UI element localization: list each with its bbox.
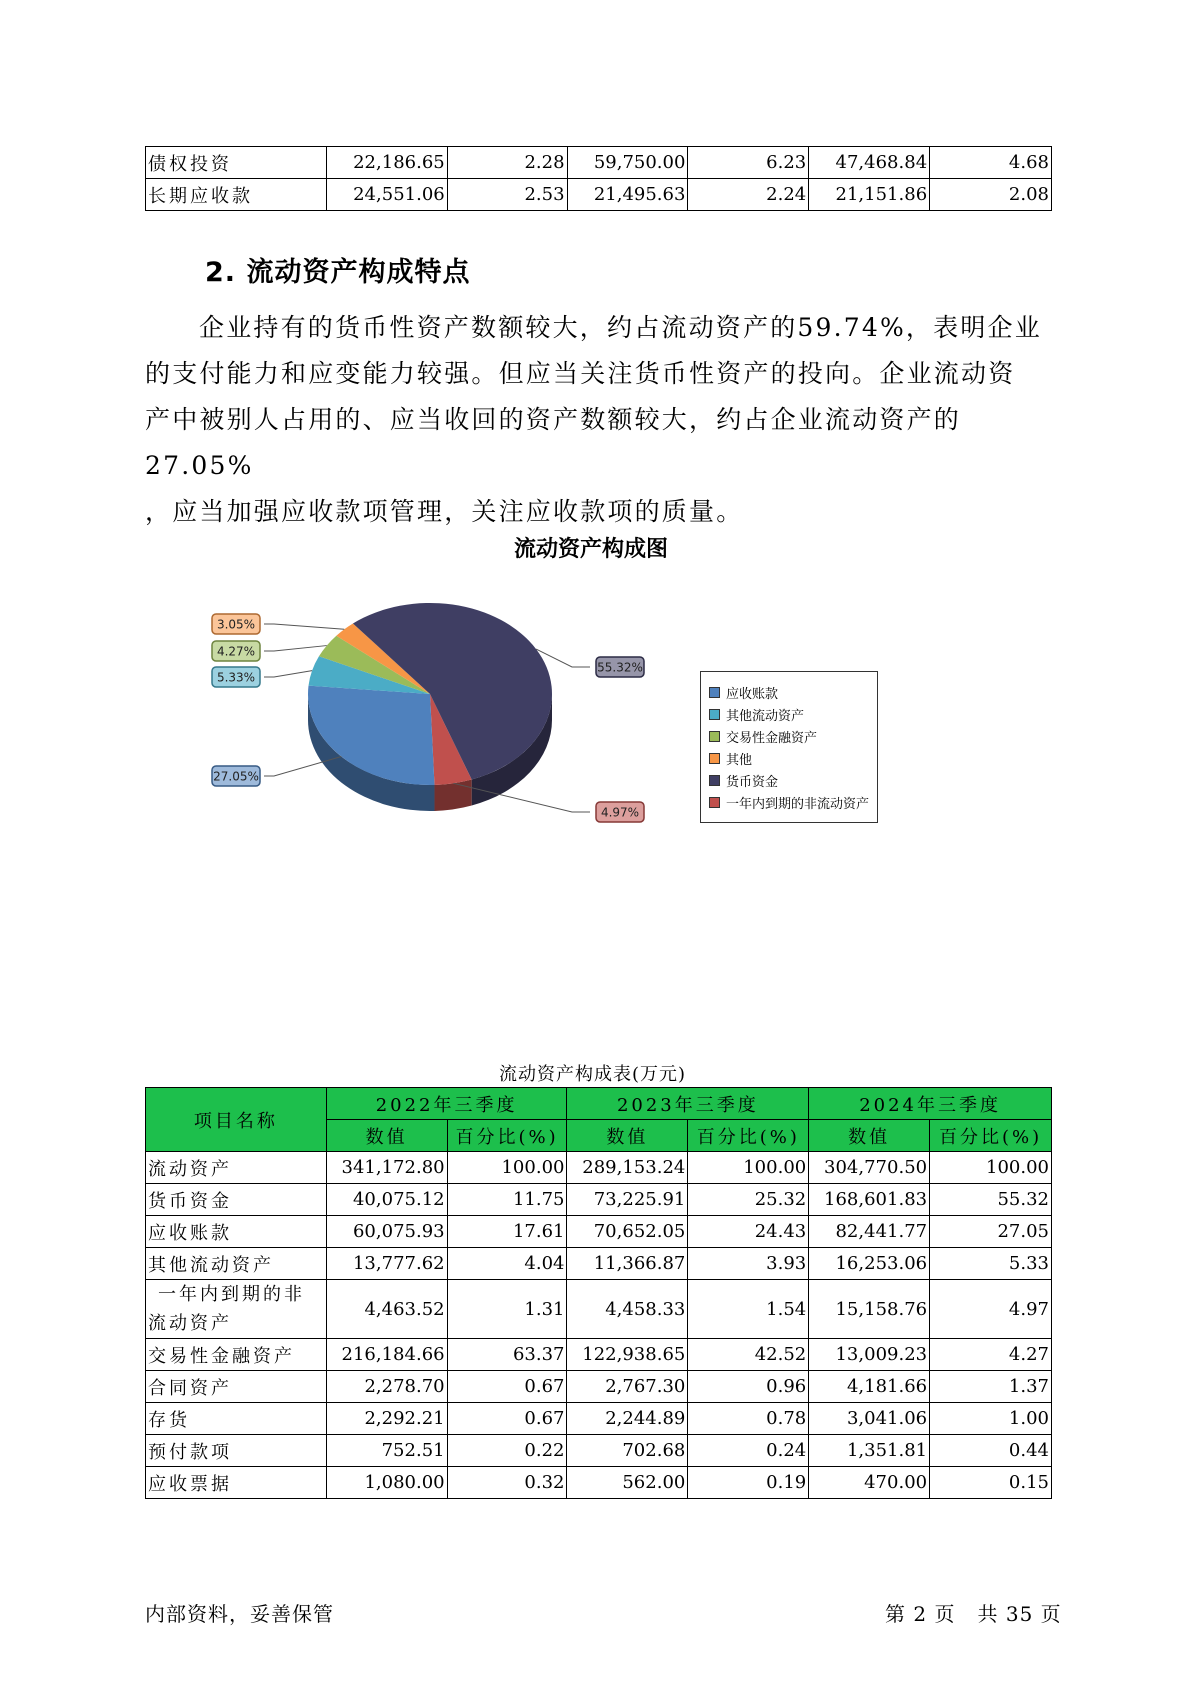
- cell-percent: 2.24: [688, 179, 809, 211]
- row-label: 货币资金: [146, 1184, 327, 1216]
- row-label: 流动资产: [146, 1152, 327, 1184]
- cell-value: 82,441.77: [809, 1216, 930, 1248]
- cell-value: 13,009.23: [809, 1339, 930, 1371]
- header-period: 2023年三季度: [567, 1088, 809, 1120]
- cell-value: 22,186.65: [326, 147, 447, 179]
- legend-item: [709, 792, 869, 812]
- row-label: 长期应收款: [146, 179, 327, 211]
- cell-percent: 1.37: [930, 1371, 1052, 1403]
- legend-label: 其他流动资产: [726, 708, 805, 724]
- cell-percent: 11.75: [447, 1184, 567, 1216]
- cell-percent: 100.00: [688, 1152, 809, 1184]
- cell-percent: 2.08: [930, 179, 1052, 211]
- paragraph-line: ，应当加强应收款项管理，关注应收款项的质量。: [145, 497, 744, 526]
- cell-percent: 100.00: [930, 1152, 1052, 1184]
- cell-value: 40,075.12: [326, 1184, 447, 1216]
- data-label: 5.33%: [216, 670, 256, 685]
- legend-item: [709, 682, 778, 702]
- row-label: 应收账款: [146, 1216, 327, 1248]
- cell-percent: 100.00: [447, 1152, 567, 1184]
- legend-item: [709, 726, 817, 746]
- header-value: 数值: [809, 1120, 930, 1152]
- paragraph-line: 的支付能力和应变能力较强。但应当关注货币性资产的投向。企业流动资: [145, 359, 1016, 388]
- legend-swatch: [709, 731, 720, 742]
- cell-value: 2,767.30: [567, 1371, 688, 1403]
- header-percent: 百分比(%): [930, 1120, 1052, 1152]
- cell-value: 24,551.06: [326, 179, 447, 211]
- cell-value: 168,601.83: [809, 1184, 930, 1216]
- legend-item: [709, 770, 778, 790]
- cell-value: 16,253.06: [809, 1248, 930, 1280]
- leader-line: [264, 671, 312, 677]
- table-row: [146, 1280, 1052, 1339]
- chart-legend: [700, 671, 878, 823]
- cell-percent: 1.00: [930, 1403, 1052, 1435]
- cell-percent: 0.44: [930, 1435, 1052, 1467]
- header-percent: 百分比(%): [447, 1120, 567, 1152]
- cell-value: 122,938.65: [567, 1339, 688, 1371]
- cell-percent: 1.31: [447, 1280, 567, 1339]
- cell-value: 1,080.00: [326, 1467, 447, 1499]
- table-row: [146, 1435, 1052, 1467]
- leader-line: [264, 646, 327, 651]
- row-label: 其他流动资产: [146, 1248, 327, 1280]
- cell-value: 73,225.91: [567, 1184, 688, 1216]
- cell-value: 702.68: [567, 1435, 688, 1467]
- cell-value: 470.00: [809, 1467, 930, 1499]
- table-caption: 流动资产构成表(万元): [499, 1064, 687, 1085]
- header-item-name: 项目名称: [146, 1088, 327, 1152]
- leader-line: [264, 624, 344, 629]
- cell-value: 11,366.87: [567, 1248, 688, 1280]
- pie-slice: [308, 686, 434, 785]
- paragraph-line: 产中被别人占用的、应当收回的资产数额较大，约占企业流动资产的27.05%: [145, 405, 962, 480]
- data-label: 27.05%: [213, 769, 259, 784]
- cell-percent: 0.67: [447, 1371, 567, 1403]
- cell-percent: 3.93: [688, 1248, 809, 1280]
- row-label: 应收票据: [146, 1467, 327, 1499]
- header-percent: 百分比(%): [688, 1120, 809, 1152]
- row-label: 交易性金融资产: [146, 1339, 327, 1371]
- data-label: 55.32%: [597, 660, 643, 675]
- cell-percent: 4.04: [447, 1248, 567, 1280]
- footer-page-number: 第 2 页 共 35 页: [885, 1602, 1062, 1626]
- cell-value: 216,184.66: [326, 1339, 447, 1371]
- legend-label: 应收账款: [726, 686, 779, 702]
- data-label: 3.05%: [216, 617, 256, 632]
- legend-item: [709, 704, 804, 724]
- current-assets-table: [145, 1087, 1052, 1499]
- cell-percent: 55.32: [930, 1184, 1052, 1216]
- legend-item: [709, 748, 752, 768]
- cell-value: 59,750.00: [567, 147, 688, 179]
- cell-percent: 0.32: [447, 1467, 567, 1499]
- row-label: 存货: [146, 1403, 327, 1435]
- paragraph-line: 企业持有的货币性资产数额较大，约占流动资产的59.74%，表明企业: [199, 313, 1042, 342]
- legend-label: 交易性金融资产: [726, 730, 818, 746]
- cell-percent: 1.54: [688, 1280, 809, 1339]
- header-value: 数值: [567, 1120, 688, 1152]
- table-row: [146, 1371, 1052, 1403]
- table-row: [146, 1152, 1052, 1184]
- row-label: 债权投资: [146, 147, 327, 179]
- cell-percent: 0.67: [447, 1403, 567, 1435]
- cell-percent: 42.52: [688, 1339, 809, 1371]
- legend-swatch: [709, 797, 720, 808]
- footer-confidential: 内部资料，妥善保管: [145, 1602, 334, 1626]
- cell-value: 4,463.52: [326, 1280, 447, 1339]
- header-period: 2022年三季度: [326, 1088, 567, 1120]
- cell-percent: 63.37: [447, 1339, 567, 1371]
- table-row: [146, 1339, 1052, 1371]
- cell-percent: 27.05: [930, 1216, 1052, 1248]
- cell-percent: 0.78: [688, 1403, 809, 1435]
- cell-value: 47,468.84: [809, 147, 930, 179]
- cell-value: 341,172.80: [326, 1152, 447, 1184]
- cell-value: 289,153.24: [567, 1152, 688, 1184]
- cell-percent: 4.97: [930, 1280, 1052, 1339]
- cell-value: 4,458.33: [567, 1280, 688, 1339]
- cell-value: 1,351.81: [809, 1435, 930, 1467]
- cell-percent: 0.19: [688, 1467, 809, 1499]
- cell-percent: 25.32: [688, 1184, 809, 1216]
- cell-percent: 0.24: [688, 1435, 809, 1467]
- section-heading: 2. 流动资产构成特点: [205, 257, 471, 288]
- header-period: 2024年三季度: [809, 1088, 1052, 1120]
- cell-value: 21,495.63: [567, 179, 688, 211]
- legend-swatch: [709, 775, 720, 786]
- cell-value: 3,041.06: [809, 1403, 930, 1435]
- cell-value: 13,777.62: [326, 1248, 447, 1280]
- legend-swatch: [709, 753, 720, 764]
- cell-percent: 24.43: [688, 1216, 809, 1248]
- header-value: 数值: [326, 1120, 447, 1152]
- cell-value: 2,292.21: [326, 1403, 447, 1435]
- legend-label: 一年内到期的非流动资产: [726, 796, 870, 812]
- cell-value: 2,244.89: [567, 1403, 688, 1435]
- cell-value: 304,770.50: [809, 1152, 930, 1184]
- table-row: [146, 1403, 1052, 1435]
- cell-percent: 4.27: [930, 1339, 1052, 1371]
- cell-value: 15,158.76: [809, 1280, 930, 1339]
- row-label: 一年内到期的非流动资产: [146, 1280, 327, 1339]
- cell-value: 752.51: [326, 1435, 447, 1467]
- table-row: [146, 1248, 1052, 1280]
- cell-percent: 2.53: [447, 179, 567, 211]
- data-label: 4.97%: [600, 805, 640, 820]
- data-label: 4.27%: [216, 644, 256, 659]
- cell-percent: 5.33: [930, 1248, 1052, 1280]
- cell-value: 70,652.05: [567, 1216, 688, 1248]
- legend-swatch: [709, 709, 720, 720]
- cell-percent: 0.96: [688, 1371, 809, 1403]
- table-row: [146, 1216, 1052, 1248]
- cell-value: 4,181.66: [809, 1371, 930, 1403]
- row-label: 预付款项: [146, 1435, 327, 1467]
- cell-value: 562.00: [567, 1467, 688, 1499]
- cell-percent: 4.68: [930, 147, 1052, 179]
- legend-label: 货币资金: [726, 774, 779, 790]
- cell-percent: 6.23: [688, 147, 809, 179]
- cell-value: 21,151.86: [809, 179, 930, 211]
- cell-percent: 17.61: [447, 1216, 567, 1248]
- table-row: [146, 1467, 1052, 1499]
- legend-label: 其他: [726, 752, 753, 768]
- cell-percent: 2.28: [447, 147, 567, 179]
- cell-value: 60,075.93: [326, 1216, 447, 1248]
- legend-swatch: [709, 687, 720, 698]
- row-label: 合同资产: [146, 1371, 327, 1403]
- chart-title: 流动资产构成图: [514, 537, 669, 562]
- cell-value: 2,278.70: [326, 1371, 447, 1403]
- cell-percent: 0.15: [930, 1467, 1052, 1499]
- table-row: [146, 1184, 1052, 1216]
- cell-percent: 0.22: [447, 1435, 567, 1467]
